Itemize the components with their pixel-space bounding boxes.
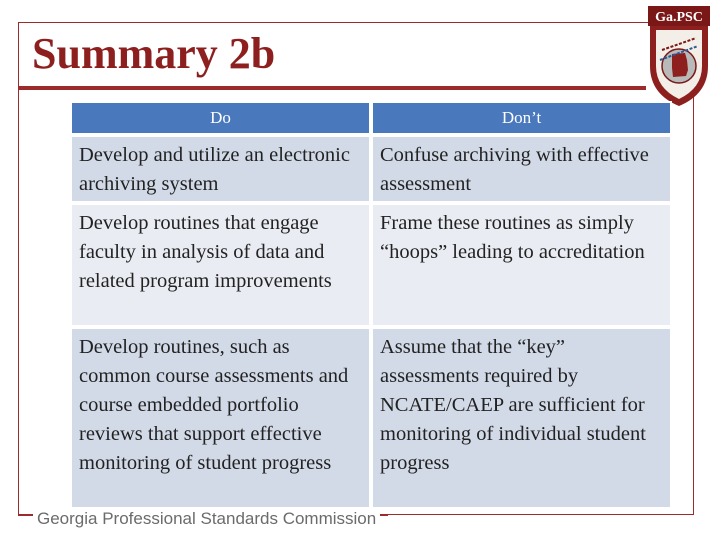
gapsc-seal-logo (646, 4, 712, 108)
slide-title: Summary 2b (32, 29, 276, 78)
title-rule (18, 86, 646, 90)
dont-cell: Confuse archiving with effective assessment (371, 135, 672, 203)
do-cell: Develop and utilize an electronic archiving system (70, 135, 371, 203)
do-cell: Develop routines that engage faculty in analysis of data and related program improvements (70, 203, 371, 327)
do-cell: Develop routines, such as common course assessments and course embedded portfolio reviews that support effective monitoring of student progress (70, 327, 371, 509)
table-row (70, 327, 672, 509)
do-dont-table (70, 101, 672, 509)
header-do: Do (70, 101, 371, 135)
table-row (70, 135, 672, 203)
dont-cell: Assume that the “key” assessments required by NCATE/CAEP are sufficient for monitoring of individual student progress (371, 327, 672, 509)
table-row (70, 203, 672, 327)
dont-cell: Frame these routines as simply “hoops” leading to accreditation (371, 203, 672, 327)
svg-text:Ga.PSC: Ga.PSC (655, 10, 703, 25)
header-dont: Don’t (371, 101, 672, 135)
footer-text: Georgia Professional Standards Commission (33, 508, 380, 530)
